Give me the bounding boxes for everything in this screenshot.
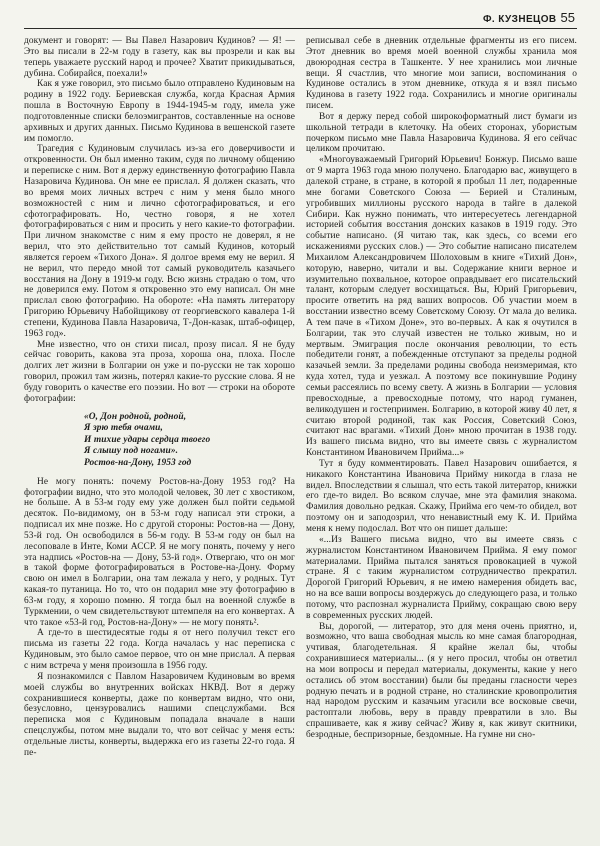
- paragraph: Не могу понять: почему Ростов-на-Дону 1953 год? На фотографии видно, что это молодой человек, 30 лет с хвостиком, не больше. А в 53-м году ему уже должен был пойти седьмой десяток. По-видимому, он в 53-м году написал эти строки, а подписал их мне позже. Но с другой стороны: Ростов-на — Дону, 53-й год. Он освободился в 56-м году. В 53-м году он был на лесоповале в Инте, Коми АССР. Я не могу понять, почему у него эта надпись «Ростов-на — Дону, 53-й год». Отвергаю, что он мог в такой форме фотографироваться в Ростове-на-Дону. Форму свою он имел в Болгарии, она там лежала у него, у родных. Тут какая-то путаница. Но то, что он подарил мне эту фотографию в 63-м году, я хорошо помню. Я тогда был на военной службе в Туркмении, о чем свидетельствуют штемпеля на его конвертах. А что такое «53-й год, Ростов-на-Дону» — не могу понять².: [24, 476, 295, 628]
- running-head-author: Ф. КУЗНЕЦОВ: [483, 14, 557, 25]
- paragraph: документ и говорят: — Вы Павел Назарович Кудинов? — Я! — Это вы писали в 22-м году в газету, как вы прозрели и как вы теперь уважаете русский народ и прочее? Хватит прикидываться, дубина. Собирайся, поехали!»: [24, 36, 295, 79]
- header-rule: [24, 28, 577, 29]
- paragraph: Трагедия с Кудиновым случилась из-за его доверчивости и откровенности. Он был именно таким, судя по личному общению и переписке с ним. Вот я держу единственную фотографию Павла Назаровича Кудинова. Он мне ее прислал. Я должен сказать, что во время моих личных встреч с ним у меня было много возможностей с ним и лично сфотографироваться, и его сфотографировать. Но, честно говоря, я не хотел фотографироваться с ним и просить у него какие-то фотографии. При личном знакомстве с ним я ему просто не доверял, я не верил, что это действительно тот самый Кудинов, который является героем «Тихого Дона». Я долгое время ему не верил. Я не верил, что передо мной тот самый руководитель казачьего восстания на Дону в 1919-м году. Всю жизнь страдаю о том, что не доверился ему. Потом я откровенно это ему написал. Он мне прислал свою фотографию. На обороте: «На память литератору Григорию Юрьевичу Набойщикову от георгиевского кавалера 1-й степени, Кудинова Павла Назаровича, Т-Дон-казак, штаб-офицер, 1963 год».: [24, 144, 295, 339]
- paragraph: Как я уже говорил, это письмо было отправлено Кудиновым на родину в 1922 году. Бериевская служба, когда Красная Армия пошла в Восточную Европу в 1944-1945-м году, имела уже подготовленные списки белоэмигрантов, составленные на основе архивных и других данных. Письмо Кудинова в вешенской газете им помогло.: [24, 79, 295, 144]
- paragraph: Я познакомился с Павлом Назаровичем Кудиновым во время моей службы во внутренних войсках НКВД. Вот я держу сохранившиеся конверты, даже по конвертам видно, что они, безусловно, цензуровались нашими спецслужбами. Вся переписка моя с Кудиновым попадала вначале в наши спецслужбы, потом мне выдали то, что вот сейчас у меня есть: отдельные листы, конверты, выдержка его из газеты 22-го года. Я пе-: [24, 671, 295, 758]
- page-header: [24, 10, 577, 25]
- poem-line: И тихие удары сердца твоего: [84, 434, 211, 445]
- paragraph: А где-то в шестидесятые годы я от него получил текст его письма из газеты 22 года. Когда началась у нас переписка с Кудиновым, это было самое первое, что он мне прислал. А первая с ним встреча у меня произошла в 1956 году.: [24, 628, 295, 671]
- poem-line: Я слышу под ногами».: [84, 446, 179, 457]
- poem-line: Я зрю тебя очами,: [84, 423, 163, 434]
- paragraph: Мне известно, что он стихи писал, прозу писал. Я не буду сейчас говорить, какова эта проза, хороша она, плоха. После долгих лет жизни в Болгарии он уже и по-русски не так хорошо говорил, прожил там жизнь, потерял какие-то русские слова. Я не буду говорить о качестве его поэзии. Но вот — строки на обороте фотографии:: [24, 339, 295, 404]
- paragraph: реписывал себе в дневник отдельные фрагменты из его писем. Этот дневник во время моей военной службы хранила моя двоюродная сестра в Ташкенте. У нее хранились мои личные вещи. Я счастлив, что многие мои записи, воспоминания о Кудинове остались в этом дневнике, откуда я и взял письмо Кудинова в газету 1922 года. Сохранились и многие оригиналы писем.: [306, 36, 577, 112]
- paragraph: «Многоуважаемый Григорий Юрьевич! Бонжур. Письмо ваше от 9 марта 1963 года мною получено. Благодарю вас, живущего в далекой стране, в стране, в которой я пробыл 11 лет, подаренные мне богами Советского Союза — Берией и Сталиным, угробивших миллионы русского народа в тайге в далекой Сибири. Как нужно понимать, что интересуетесь легендарной историей события восстания донских казаков в 1919 году. Это событие написано. (Я читаю так, как здесь, со всеми его искажениями русских слов.) — Это событие написано писателем Михаилом Александровичем Шолоховым в книге «Тихий Дон», которую, наверно, читали и вы. Содержание книги верное и изумительно похвальное, которое оправдывает его писательский талант, которым следует восхищаться. Вы, Юрий Григорьевич, просите ответить на ряд ваших вопросов. Об участии моем в восстании известно всему Советскому Союзу. От мала до велика. А тем паче в «Тихом Доне», это во-первых. А как я очутился в Болгарии, так это случай известен не только живым, но и мертвым. Эмиграция после окончания революции, то есть победители гонят, а побежденные отступают за пределы родной казачьей земли. За пределами родины свобода неизмеримая, кто куда хотел, туда и уезжал. А поэтому все покинувшие Родину семьи рассеялись по всему свету. А жизнь в Болгарии — условия превосходные, а превосходные потому, что народ гуманен, великодушен и гостеприимен. Болгарию, в которой живу 40 лет, я считаю второй родиной, так как Россия, Советский Союз, считают нас врагами. «Тихий Дон» мною прочитан в 1938 году. Из вашего письма видно, что вы имеете связь с журналистом Константином Ивановичем Прийма...»: [306, 155, 577, 459]
- page-content: [24, 36, 577, 759]
- text-column-left: [24, 36, 295, 759]
- poem-line: «О, Дон родной, родной,: [84, 411, 187, 422]
- poem-block: [84, 412, 295, 470]
- paragraph: Вы, дорогой, — литератор, это для меня очень приятно, и, возможно, что ваша свободная мысль ко мне самая благородная, учтивая, благодетельная. Я крайне желал бы, чтобы сохранившиеся материалы... (я у него просил, чтобы он ответил на мои вопросы и передал материалы, документы, какие у него остались об этом восстании) были бы преданы гласности через родную печать и в родной стране, но сталинские кровопролития над народом русским и казачьим угасили все восковые свечи, растоптали любовь, веру в правду превратили в зло. Вы спрашиваете, как я живу сейчас? Живу я, как живут скитники, безродные, беспризорные, бездомные. На гумне ни сно-: [306, 621, 577, 740]
- paragraph: Тут я буду комментировать. Павел Назарович ошибается, я никакого Константина Ивановича Прийму никогда в глаза не видел. Впоследствии я слышал, что есть такой литератор, книжки его где-то видел. Во всяком случае, мне эта фамилия знакома. Фамилия довольно редкая. Скажу, Прийма его чем-то обидел, вот поэтому он и заподозрил, что ненавистный ему К. И. Прийма меня к нему подослал. Вот что он пишет дальше:: [306, 458, 577, 534]
- paragraph: «...Из Вашего письма видно, что вы имеете связь с журналистом Константином Ивановичем Прийма. Я ему помог материалами. Прийма пытался заняться провокацией в чужой стране. Я с таким журналистом сотрудничество прекратил. Дорогой Григорий Юрьевич, я не имею намерения обидеть вас, но на все ваши вопросы воздержусь до следующего раза, и только потому, что распознал журналиста Прийму, сокращаю свою веру в современных русских людей.: [306, 534, 577, 621]
- page-number: 55: [560, 10, 575, 25]
- text-column-right: [306, 36, 577, 759]
- poem-line: Ростов-на-Дону, 1953 год: [84, 458, 192, 469]
- paragraph: Вот я держу перед собой широкоформатный лист бумаги из школьной тетради в клеточку. На обеих сторонах, убористым почерком письмо мне Павла Назаровича Кудинова. Я его сейчас целиком прочитаю.: [306, 111, 577, 155]
